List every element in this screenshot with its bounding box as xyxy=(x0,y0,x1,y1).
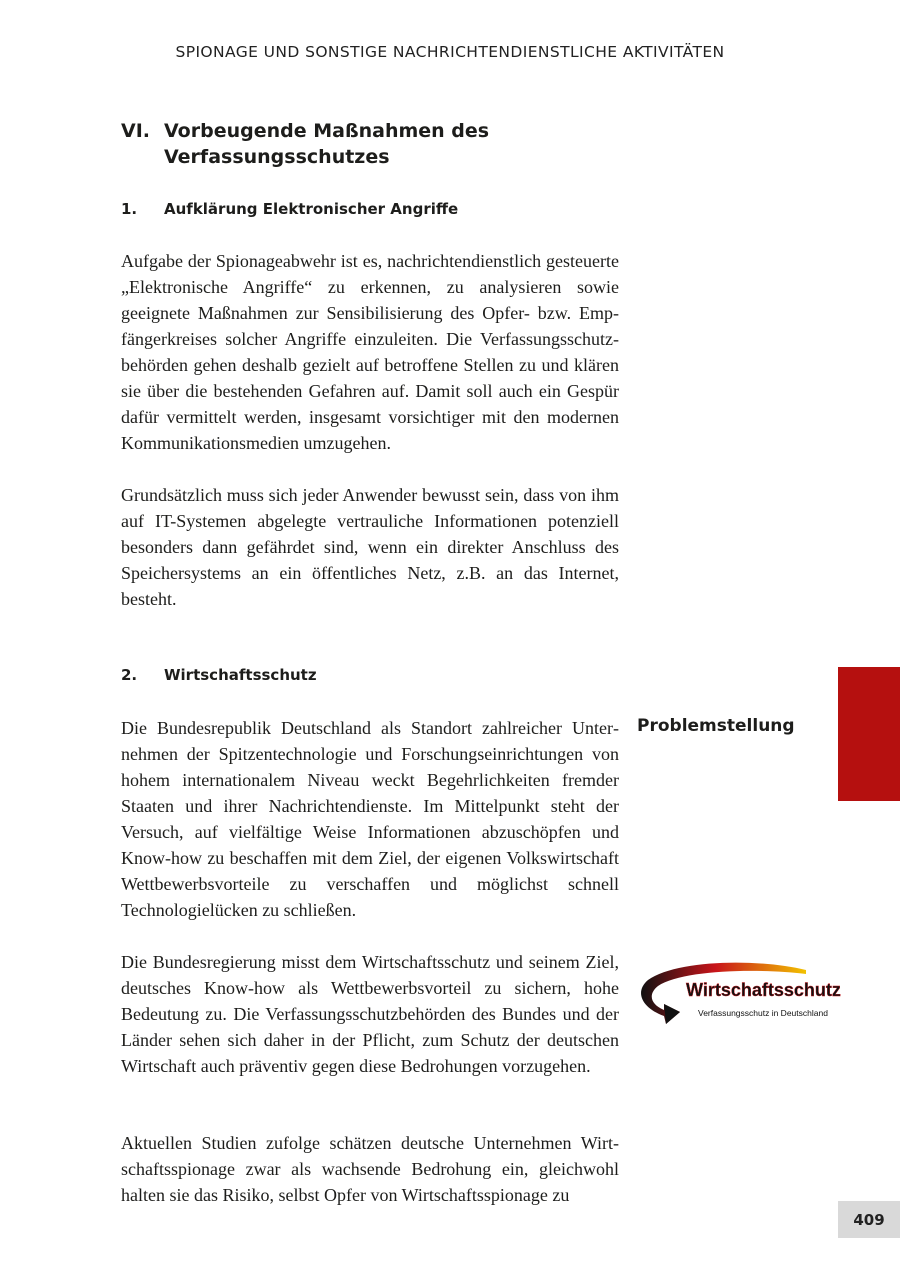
subsection-heading-2 xyxy=(121,666,317,684)
section-title-line2: Verfassungsschutzes xyxy=(164,146,390,168)
section-heading xyxy=(121,118,541,170)
paragraph: Grundsätzlich muss sich jeder Anwender bewusst sein, dass von ihm auf IT-Systemen abgelegte vertrauliche Informationen potenziell besonders dann gefährdet sind, wenn ein direkter Anschluss des Speichersystems an ein öffentliches Netz, z.B. an das Internet, besteht. xyxy=(121,485,619,609)
page-number: 409 xyxy=(838,1201,900,1238)
section-number: VI. xyxy=(121,120,150,142)
wirtschaftsschutz-logo xyxy=(636,958,841,1036)
section-title xyxy=(164,118,489,170)
subsection-number: 2. xyxy=(121,666,138,684)
chapter-tab xyxy=(838,667,900,801)
subsection-number: 1. xyxy=(121,200,138,218)
paragraph: Die Bundesrepublik Deutschland als Standort zahlreicher Unternehmen der Spitzentechnologie und Forschungseinrichtungen von hohem internationalem Niveau weckt Begehrlichkeiten fremder Staaten und ihrer Nachrichtendienste. Im Mittelpunkt steht der Versuch, auf vielfältige Weise Informationen abzuschöpfen und Know-how zu beschaffen mit dem Ziel, der eigenen Volkswirtschaft Wettbewerbsvorteile zu verschaffen und möglichst schnell Technologielücken zu schließen. xyxy=(121,718,619,920)
section-title-line1: Vorbeugende Maßnahmen des xyxy=(164,120,490,142)
subsection-title: Aufklärung Elektronischer Angriffe xyxy=(164,200,459,218)
paragraph: Aufgabe der Spionageabwehr ist es, nachrichtendienstlich gesteuerte „Elektronische Angriffe“ zu erkennen, zu analysieren sowie geeignete Maßnahmen zur Sensibilisierung des Opfer- bzw. Empfängerkreises solcher Angriffe einzuleiten. Die Verfassungsschutzbehörden gehen deshalb gezielt auf betroffene Stellen zu und klären sie über die bestehenden Gefahren auf. Damit soll auch ein Gespür dafür vermittelt werden, insgesamt vorsichtiger mit den modernen Kommunikationsmedien umzugehen. xyxy=(121,251,619,453)
logo-title: Wirtschaftsschutz xyxy=(686,980,841,1000)
paragraph: Die Bundesregierung misst dem Wirtschaftsschutz und seinem Ziel, deutsches Know-how als Wettbewerbsvorteil zu sichern, hohe Bedeutung zu. Die Verfassungsschutzbehörden des Bundes und der Länder sehen sich daher in der Pflicht, zum Schutz der deutschen Wirtschaft auch präventiv gegen diese Bedrohungen vorzugehen. xyxy=(121,952,619,1076)
subsection-heading-1 xyxy=(121,200,458,218)
margin-note: Problemstellung xyxy=(637,716,795,736)
subsection-title: Wirtschaftsschutz xyxy=(164,666,317,684)
running-head: SPIONAGE UND SONSTIGE NACHRICHTENDIENSTLICHE AKTIVITÄTEN xyxy=(175,43,725,61)
paragraph: Aktuellen Studien zufolge schätzen deutsche Unternehmen Wirtschaftsspionage zwar als wachsende Bedrohung ein, gleichwohl halten sie das Risiko, selbst Opfer von Wirtschaftsspionage zu xyxy=(121,1133,619,1205)
logo-subtitle: Verfassungsschutz in Deutschland xyxy=(698,1008,828,1018)
